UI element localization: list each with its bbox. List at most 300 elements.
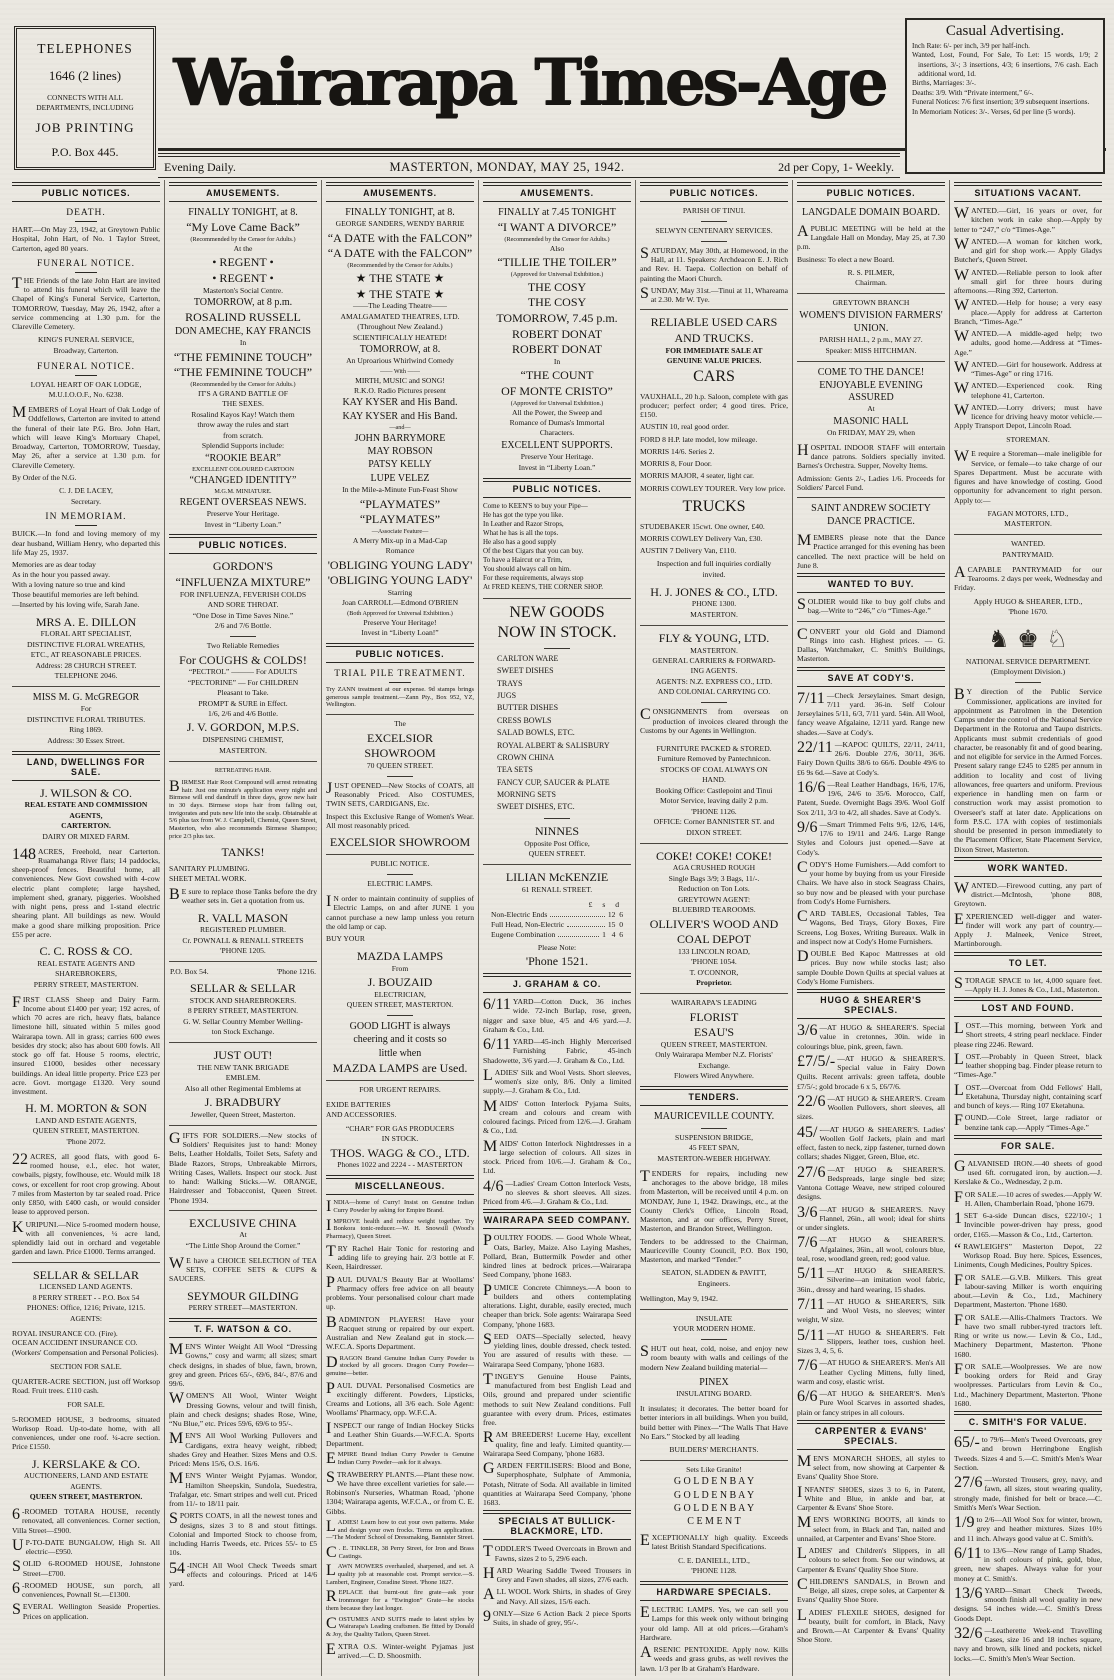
casual-ad-rate: Births, Marriages: 3/-. xyxy=(912,79,976,88)
price-value: 1 4 6 xyxy=(602,929,623,939)
ad-line: INSULATE xyxy=(695,1313,733,1323)
ad-line: KING'S FUNERAL SERVICE, xyxy=(37,335,135,345)
ad-line: GENERAL CARRIERS & FORWARD- xyxy=(652,655,776,665)
dateline xyxy=(158,153,900,178)
paragraph: Tenders to be addressed to the Chairman, Mauriceville County Council, P.O. Box 190, Masterton, and marked “Tender.” xyxy=(640,1236,788,1265)
ad-line: KAY KYSER and His Band. xyxy=(342,410,458,422)
birmese-hair-ad: BIRMESE Hair Root Compound will arrest retreating hair. Just one minute's application every night and Birmese will end dandruff in three days, grow new hair in 30 days. Birmese stops hair from falling out, invigorates and puts new life into the scalp. Obtainable at 5/6 plus tax from W. J. Campbell, Chemist, Queen Street, Masterton, who also recommends Birmese Shampoo; price 2/3 plus tax. xyxy=(169,777,317,840)
ad-line: —— With —— xyxy=(380,367,420,375)
mcgregor-florist-ad xyxy=(13,692,159,746)
golden-bay-cement-ad xyxy=(641,1466,787,1528)
drop-cap: C xyxy=(797,858,808,876)
text-line: Those beautiful memories are left behind. xyxy=(12,589,139,599)
royal-coat-of-arms-icon: ♞ ♚ ♘ xyxy=(988,624,1068,653)
paragraph: FOUND.—Cole Street, large radiator or benzine tank cap.—Apply “Times-Age.” xyxy=(954,1112,1102,1132)
ad-line: H. M. MORTON & SON xyxy=(25,1101,147,1116)
ad-line: INSULATING BOARD. xyxy=(676,1389,752,1399)
section-lost-found: LOST AND FOUND. xyxy=(954,997,1102,1017)
ad-line: (Both Approved for Universal Exhibition.) xyxy=(347,609,453,617)
ad-line: LUPE VELEZ xyxy=(370,472,430,484)
text-line: JUGS xyxy=(497,690,517,700)
ad-line: Jeweller, Queen Street, Masterton. xyxy=(190,1109,296,1119)
columns xyxy=(8,180,1106,1676)
ad-line: Splendid Supports include: xyxy=(201,441,285,451)
text-lines xyxy=(169,864,317,884)
ad-line: THE COSY xyxy=(527,279,587,294)
mauriceville-tender xyxy=(641,1111,787,1123)
ad-line: WOMEN'S DIVISION FARMERS' xyxy=(799,309,943,321)
drop-cap: A xyxy=(954,563,966,581)
ad-block xyxy=(955,510,1101,529)
paragraph: MAIDS' Cotton Interlock Nightdresses in a large selection of colours. All sizes in stock. Priced from 10/6.—J. Graham & Co., Ltd. xyxy=(483,1137,631,1176)
ad-line: J. V. GORDON, M.P.S. xyxy=(186,720,300,735)
ad-line: PERRY STREET—MASTERTON. xyxy=(188,1303,298,1313)
drop-cap: W xyxy=(954,266,970,284)
ad-line: OF MONTE CRISTO” xyxy=(501,384,613,399)
ad-line: (Recommended by the Censor for Adults.) xyxy=(504,235,610,243)
ad-line: FINALLY TONIGHT, at 8. xyxy=(345,207,455,218)
short-rule xyxy=(701,221,727,222)
drop-cap: T xyxy=(12,274,22,292)
price-row xyxy=(491,910,623,919)
ad-line: FOR URGENT REPAIRS. xyxy=(359,1085,441,1095)
text-line: In Leather and Razor Strops, xyxy=(483,519,564,528)
drop-cap: W xyxy=(954,380,970,398)
drop-cap: 3/6 xyxy=(797,1203,818,1221)
paragraph: 7/6 —AT HUGO & SHEARER'S. Afgalaines, 36in., all wool, colours blue, teal, rose, woodland green, red; good value. xyxy=(797,1234,945,1263)
ad-line: CARS xyxy=(693,367,735,385)
short-rule xyxy=(387,874,413,875)
ad-line: Speaker: MISS HITCHMAN. xyxy=(825,345,917,355)
section-c-smiths: C. SMITH'S FOR VALUE. xyxy=(954,1411,1102,1431)
drop-cap: 65/- xyxy=(954,1434,980,1452)
text-line: TEA SETS xyxy=(497,765,533,775)
ad-block xyxy=(13,487,159,506)
ad-line: FINALLY at 7.45 TONIGHT xyxy=(498,207,616,218)
drop-cap: 3/6 xyxy=(797,1022,818,1040)
ad-block xyxy=(327,860,473,869)
drop-cap: U xyxy=(12,1536,24,1554)
casual-ad-rate: Wanted, Lost, Found, For Sale, To Let: 15 words, 1/9; 2 insertions, 3/-; 3 insertions, 4/3; 6 insertions, 7/6 cash. Each additional word, 1d. xyxy=(912,51,1098,79)
section-graham-co: J. GRAHAM & CO. xyxy=(483,973,631,993)
ad-line: Inspection and full inquiries cordially xyxy=(656,559,772,569)
ad-line: ROBERT DONAT xyxy=(511,326,603,341)
text-line: For these requirements, always stop xyxy=(483,574,584,583)
paragraph: WANTED.—A middle-aged help; two adults, good home.—Address at “Times-Age.” xyxy=(954,328,1102,357)
ad-line: ENJOYABLE EVENING ASSURED xyxy=(819,379,923,403)
paragraph: JUST OPENED—New Stocks of COATS, all Reasonably Priced. Also COSTUMES, TWIN SETS, CARDIGANS, Etc. xyxy=(326,779,474,809)
short-rule xyxy=(701,702,727,703)
paragraph: C . E. TINKLER, 38 Perry Street, for Iron and Brass Castings. xyxy=(326,1544,474,1562)
ad-block xyxy=(798,269,944,288)
paragraph: 5/11 —AT HUGO & SHEARER'S. Felt Slippers, leather toes, cushion heel. Sizes 3, 4, 5, 6. xyxy=(797,1326,945,1356)
ad-line: 45 FEET SPAN, xyxy=(688,1143,739,1153)
rule xyxy=(797,497,945,498)
ad-line: J. WILSON & CO. xyxy=(39,785,133,800)
ad-line: “A DATE with the FALCON” xyxy=(327,230,473,245)
short-rule xyxy=(1015,682,1041,683)
ad-line: PERRY STREET, MASTERTON. xyxy=(33,979,139,989)
ad-line: REAL ESTATE AND COMMISSION xyxy=(24,800,148,810)
ad-line: “I WANT A DIVORCE” xyxy=(497,220,617,235)
section-miscellaneous: MISCELLANEOUS. xyxy=(326,1175,474,1195)
ad-line: EXCLUSIVE CHINA xyxy=(189,1215,297,1230)
ad-line: YOUR MODERN HOME. xyxy=(672,1324,756,1334)
text-line: At FRED KEEN'S, THE CORNER SHOP. xyxy=(483,583,603,592)
rule xyxy=(326,1080,474,1081)
paragraph: FOR SALE.—G.V.B. Milkers. This great labour-saving Milker is worth enquiring about.—Levin & Co., Ltd., Machinery Department, Masterton. 'Phone 1680. xyxy=(954,1271,1102,1310)
drop-cap: 6/6 xyxy=(797,1388,818,1406)
text-lines xyxy=(483,653,631,814)
ad-line: 133 LINCOLN ROAD, xyxy=(678,946,750,956)
paragraph: 3/6 —AT HUGO & SHEARER'S. Navy Flannel, 26in., all wool; ideal for shirts or under singlets. xyxy=(797,1203,945,1233)
ad-line: 8 PERRY STREET - - P.O. Box 54 xyxy=(32,1292,140,1302)
ad-line: MAZDA LAMPS are Used. xyxy=(332,1061,468,1075)
dateline-date: MASTERTON, MONDAY, MAY 25, 1942. xyxy=(389,160,625,174)
ad-line: (Recommended by the Censor for Adults.) xyxy=(347,262,453,270)
column-4 xyxy=(478,180,635,1676)
ad-line: 'OBLIGING YOUNG LADY' xyxy=(327,573,473,588)
ad-line: All the Power, the Sweep and xyxy=(512,407,602,417)
fagan-storeman-ad: W E require a Storeman—male ineligible for Service, or female—to take charge of our Spares Department. Must be accurate with figures and have knowledge of costing. Good opportunity for advancement to right person. Apply to:— xyxy=(954,448,1102,505)
paragraph: AUSTIN 7 Delivery Van, £110. xyxy=(640,546,737,556)
text-line: Memories are as dear today xyxy=(12,560,96,570)
text-line: OCEAN ACCIDENT INSURANCE CO. (Workers' Compensation and Personal Policies). xyxy=(12,1338,159,1358)
paragraph: FOR SALE.—Woolpresses. We are now booking orders for Reid and Gray woolpresses. Particulars from Levin & Co., Ltd., Machinery Department, Masterton. 'Phone 1680. xyxy=(954,1360,1102,1408)
ad-line: STOCKS OF COAL ALWAYS ON xyxy=(660,764,768,774)
paragraph: MEMBERS please note that the Dance Practice arranged for this evening has been cancelled. The next practice will be held on June 8. xyxy=(797,532,945,570)
ad-line: EXCELLENT SUPPORTS. xyxy=(501,439,613,451)
rule xyxy=(169,1125,317,1126)
paragraph: DOUBLE Bed Kapoc Mattresses at old prices. Buy now while stocks last; also sample Double Down Quilts at special values at Cody's Home Furnishers. xyxy=(797,948,945,986)
notice-heading: FUNERAL NOTICE. xyxy=(12,259,160,273)
ad-line: COME TO THE DANCE! xyxy=(817,366,925,378)
drop-cap: I xyxy=(326,893,332,911)
ad-line: (Employment Division.) xyxy=(990,667,1066,677)
dallas-watchmaker-ad: CONVERT your old Gold and Diamond Rings into cash. Highest prices. — G. Dallas, Watchmaker, C. Smith's Buildings, Masterton. xyxy=(797,625,945,664)
ad-line: PARISH OF TINUI. xyxy=(682,206,746,215)
ad-line: FOR INFLUENZA, FEVERISH COLDS xyxy=(179,589,307,599)
paragraph: WANTED.—Girl, 16 years or over, for kitchen work in cake shop.—Apply by letter to “247,” c/o “Times-Age.” xyxy=(954,205,1102,234)
price-label: Non-Electric Ends xyxy=(491,909,548,919)
ad-line: “A DATE with the FALCON” xyxy=(327,246,473,261)
paragraph: FIRST CLASS Sheep and Dairy Farm. Income about £1400 per year; 192 acres, of which 70 acres are rich, heavy flats, balance limestone hill, situated within 5 miles good Wairarapa town. All in grass; carries 600 ewes besides dry stock; also has about 600 fowls. All stock go off fat. House 5 rooms, electric, insured £1000, besides other necessary buildings. An ideal little property. Price £23 per acre. Govt. mortgage £1320. Very sound investment. xyxy=(12,993,160,1097)
ad-line: EMBLEM. xyxy=(225,1073,261,1083)
ad-line: From xyxy=(391,963,409,973)
column-1 xyxy=(8,180,164,1676)
ad-line: C. J. DE LACEY, xyxy=(59,486,113,496)
drop-cap: C xyxy=(797,908,808,926)
funeral-notice-lodge: MEMBERS of Loyal Heart of Oak Lodge of Oddfellows, Carterton are invited to attend the funeral of their late P.G. Bro. John Hart, which will leave King's Mortuary Chapel, Broadway, Carterton, TOMORROW, Tuesday, May 26, after a service at 1.30 p.m. for Clareville Cemetery. xyxy=(12,404,160,470)
ad-line: IN STOCK. xyxy=(381,1134,419,1144)
rule xyxy=(797,361,945,362)
paragraph: A PUBLIC MEETING will be held at the Langdale Hall on Monday, May 25, at 7.30 p.m. xyxy=(797,222,945,252)
drop-cap: I xyxy=(797,1483,803,1501)
ad-line: DON AMECHE, KAY FRANCIS xyxy=(175,325,311,337)
paragraph: Inspect this Exclusive Range of Women's Wear. All most reasonably priced. xyxy=(326,811,474,830)
ad-line: DIXON STREET. xyxy=(686,827,742,837)
paragraph: 6/11 to 13/6—New range of Lamp Shades, in soft colours of pink, gold, blue, green, new shapes. Always value for your money at C. Smith's. xyxy=(954,1544,1102,1583)
ad-line: “The Little Shop Around the Corner.” xyxy=(185,1240,301,1250)
ad-line: ton Stock Exchange. xyxy=(211,1027,275,1037)
drop-cap: 7/11 xyxy=(797,689,825,707)
paragraph: 1 SET 6-a-side Duncan discs, £22/10/-; 1 Invincible power-driven hay press, good order, £165.—Masson & Co., Ltd., Carterton. xyxy=(954,1210,1102,1239)
drop-cap: J xyxy=(326,779,333,797)
ad-line: FLY & YOUNG, LTD. xyxy=(658,630,770,645)
drop-cap: 22/11 xyxy=(797,738,833,756)
ad-line: “THE FEMININE TOUCH” xyxy=(173,349,313,364)
short-rule xyxy=(544,648,570,649)
paragraph: ARSENIC PENTOXIDE. Apply now. Kills weeds and grass grubs, as well revives the lawn. 1/3 per lb at Graham's Hardware. xyxy=(640,1644,788,1673)
ad-line: from scratch. xyxy=(222,430,264,440)
ad-line: QUEEN STREET. xyxy=(528,848,586,858)
drop-cap: S xyxy=(640,284,649,302)
drop-cap: £7/5/- xyxy=(797,1052,836,1070)
section-bullick-blackmore: SPECIALS AT BULLICK-BLACKMORE, LTD. xyxy=(483,1510,631,1540)
ad-line: WANTED. xyxy=(1011,539,1045,549)
paragraph: Admission: Gents 2/-, Ladies 1/6. Proceeds for Soldiers' Parcel Fund. xyxy=(797,473,945,492)
ad-line: ELECTRICIAN, xyxy=(374,989,426,999)
exclusive-china-ad xyxy=(170,1216,316,1251)
wilson-co-ad xyxy=(13,786,159,842)
paragraph: 7/11 —AT HUGO & SHEARER'S, Silk and Wool Vests, no sleeves; winter weight, W size. xyxy=(797,1295,945,1325)
ad-line: MASTERTON. xyxy=(690,609,738,619)
paragraph: 65/- to 79/6—Men's Tweed Overcoats, grey and brown Herringbone English Tweeds. Sizes 4 and 5.—C. Smith's Men's Wear Section. xyxy=(954,1434,1102,1472)
ad-line: ★ THE STATE ★ xyxy=(355,270,445,285)
ad-line: SCIENTIFICALLY HEATED! xyxy=(352,332,448,342)
ad-line: ★ THE STATE ★ xyxy=(355,286,445,301)
ad-line: At the xyxy=(233,243,253,253)
ad-line: CARTERTON. xyxy=(61,821,111,831)
ad-line: 61 RENALL STREET. xyxy=(521,884,593,894)
paragraph: SPORTS COATS, in all the newest tones and designs, sizes 3 to 8 and stout fittings. Colonial and Imported Stock to choose from, including Harris Tweeds, etc. Prices 55/- to £5 10s. xyxy=(169,1510,317,1558)
job-printing-label: JOB PRINTING xyxy=(35,120,135,136)
drop-cap: L xyxy=(797,1545,807,1563)
ad-line: PHONES: Office, 1216; Private, 1215. xyxy=(26,1303,146,1313)
ad-block xyxy=(641,745,787,838)
mazda-bouzaid-ad xyxy=(327,949,473,1010)
notice-heading: IN MEMORIAM. xyxy=(12,512,160,526)
drop-cap: K xyxy=(12,1218,24,1236)
ad-line: SELLAR & SELLAR xyxy=(32,1267,139,1282)
paragraph: CHILDREN'S SANDALS, in Brown and Beige, all sizes, crepe soles, at Carpenter & Evans' Quality Shoe Store. xyxy=(797,1575,945,1605)
drop-cap: F xyxy=(954,1360,963,1378)
paragraph: 6 -ROOMED TOTARA HOUSE, recently renovated, all conveniences. Corner section, Villa Street—£900. xyxy=(12,1506,160,1535)
ad-line: MAURICEVILLE COUNTY. xyxy=(653,1111,775,1123)
ad-line: Preserve Your Heritage. xyxy=(520,452,594,462)
paragraph: COSTUMES AND SUITS made to latest styles by Wairarapa's Leading craftsmen. Be fitted by Donald & Joy, the Quality Tailors, Queen Street. xyxy=(326,1614,474,1638)
ad-line: BUILDERS' MERCHANTS. xyxy=(669,1445,759,1455)
drop-cap: S xyxy=(797,596,806,614)
paragraph: FORD 8 H.P. late model, low mileage. xyxy=(640,434,758,444)
drop-cap: 6/11 xyxy=(954,1544,982,1562)
ad-line: TELEPHONE 2046. xyxy=(54,670,118,680)
rule xyxy=(640,843,788,844)
state-theatre-ad xyxy=(327,207,473,638)
ad-line: SEATON, SLADDEN & PAVITT, xyxy=(661,1268,767,1278)
paragraph: POULTRY FOODS. — Good Whole Wheat, Oats, Barley, Maize. Also Laying Mashes, Pollard, Bran, Buttermilk Powder and other kindred lines at bedrock prices.—Wairarapa Seed Company, 'phone 1683. xyxy=(483,1232,631,1280)
drop-cap: W xyxy=(169,1390,185,1408)
column-2 xyxy=(164,180,321,1676)
ad-line: “PLAYMATES” xyxy=(359,512,441,527)
paragraph: 5/11 —AT HUGO & SHEARER'S. Silverine—an imitation wool fabric, 36in., dressy and hard wearing, 15 shades. xyxy=(797,1265,945,1294)
thos-wagg-ad xyxy=(327,1086,473,1095)
ad-line: GORDON'S xyxy=(212,559,274,574)
ad-line: NATIONAL SERVICE DEPARTMENT. xyxy=(965,656,1091,666)
telephones-connects-text: CONNECTS WITH ALL DEPARTMENTS, INCLUDING xyxy=(36,93,134,112)
section-public-notices-3: PUBLIC NOTICES. xyxy=(326,643,474,663)
text-lines xyxy=(326,934,474,944)
paragraph: 22 ACRES, all good flats, with good 6-roomed house, e.l., elec. hot water, cowbails, pigsty, fowlhouse, etc. Would milk 18 cows, or excellent for root crop growing. About 7 miles from Masterton by tar sealed road. Price only £850, with £400 cash, or would consider lease to approved person. xyxy=(12,1150,160,1217)
paragraph: 4/6 —Ladies' Cream Cotton Interlock Vests, no sleeves & short sleeves. All sizes. Priced from 4/6.—J. Graham & Co., Ltd. xyxy=(483,1177,631,1207)
ad-line: SHOWROOM xyxy=(364,746,436,761)
ad-line: 'Phone 1521. xyxy=(525,954,589,968)
drop-cap: M xyxy=(12,404,27,422)
ad-line: SELLAR & SELLAR xyxy=(189,981,296,996)
paragraph: 13/6 YARD—Smart Check Tweeds, smooth finish all wool quality in new designs. 54 inches wide.—C. Smith's Dress Goods Dept. xyxy=(954,1584,1102,1623)
paragraph: 7/11 —Check Jerseylaines. Smart design, 7/11 yard. 36-in. Self Colour Jerseylaines 5/11, 6/3, 7/11 yard. 54in. All Wool, fancy weave Afgalaine, 12/11 yard. Range new shades.—Save at Cody's. xyxy=(797,689,946,737)
price-table xyxy=(491,900,623,939)
paragraph: WANTED.—Girl for housework. Address at “Times-Age” or ring 1716. xyxy=(954,358,1102,378)
ad-line: Invest in “Liberty Loan!” xyxy=(361,628,439,638)
ad-line: invited. xyxy=(702,569,726,579)
drop-cap: 5/11 xyxy=(797,1265,825,1283)
text-line: BUY YOUR xyxy=(326,934,365,944)
paragraph: PAUL DUVAL'S Beauty Bar at Woollams' Pharmacy offers free advice on all beauty problems. Your personalised colour chart made up. xyxy=(326,1273,474,1312)
ad-line: “TILLIE THE TOILER” xyxy=(497,255,617,270)
section-land-dwellings: LAND, DWELLINGS FOR SALE. xyxy=(12,751,160,781)
paragraph: INFANTS' SHOES, sizes 3 to 6, in Patent, White and Blue, in ankle and bar, at Carpenter & Evans' Shoe Store. xyxy=(797,1483,945,1513)
ad-line: Only Wairarapa Member N.Z. Florists' xyxy=(655,1050,773,1060)
paragraph: MEN'S Winter Weight All Wool “Dressing Gowns,” cosy and warm; all sizes; smart check designs, in shades of blue, fawn, brown, grey and green. Prices 65/-, 69/6, 84/-, 87/6 and 99/6. xyxy=(169,1341,317,1389)
paragraph: 22/11 —KAPOC QUILTS, 22/11, 24/11, 26/6. Double 27/6, 30/11, 36/6. Fairy Down Quilts 38/6 to 66/6. Double 49/6 to £6 9s 6d.—Save at Cody's. xyxy=(797,738,945,777)
ad-line: LANGDALE DOMAIN BOARD. xyxy=(801,207,941,218)
ad-line: J. BRADBURY xyxy=(204,1095,282,1110)
text-line: With a loving nature so true and kind xyxy=(12,579,125,589)
saint-andrew-notice xyxy=(798,503,944,528)
paragraph: REPLACE that burnt-out fire grate—ask your ironmonger for a “Ewington” Grate—he stocks them because they last longer. xyxy=(326,1588,474,1612)
masonic-dance-ad xyxy=(798,367,944,438)
ad-line: THE SEXES. xyxy=(222,399,264,409)
ad-line: In the Mile-a-Minute Fun-Feast Show xyxy=(342,485,458,495)
pantrymaid-ad: A CAPABLE PANTRYMAID for our Tearooms. 2 days per week, Wednesday and Friday. xyxy=(954,563,1102,593)
ad-line: PARISH HALL, 2 p.m., MAY 27. xyxy=(819,335,923,345)
ad-block xyxy=(327,880,473,889)
ad-line: GOOD LIGHT is always xyxy=(349,1021,451,1033)
paragraph: STRAWBERRY PLANTS.—Plant these now. We have three excellent varieties for sale.—Robinson's Nurseries, Whatman Road, 'phone 1304; Wairarapa agents, W.F.C.A., or from C. E. Gibbs. xyxy=(326,1468,474,1516)
drop-cap: G xyxy=(954,1157,966,1175)
ad-line: H. J. JONES & CO., LTD. xyxy=(650,584,778,599)
paragraph: SOLID 6-ROOMED HOUSE, Johnstone Street—£700. xyxy=(12,1558,160,1578)
dillon-florist-ad xyxy=(13,615,159,681)
ad-line: DISTINCTIVE FLORAL TRIBUTES. xyxy=(26,714,146,724)
ad-line: PUBLIC NOTICE. xyxy=(370,859,430,869)
ad-line: AND TRUCKS. xyxy=(674,331,754,346)
ad-line: REGENT OVERSEAS NEWS. xyxy=(179,496,307,508)
ad-line: C. E. DANIELL, LTD., xyxy=(678,1555,750,1565)
ad-line: C E M E N T xyxy=(687,1516,741,1528)
text-line: He also has a good supply xyxy=(483,537,557,546)
drop-cap: 1 xyxy=(954,1210,962,1228)
ad-line: OLLIVER'S WOOD AND xyxy=(649,916,779,931)
casual-ad-rate: In Memoriam Notices: 3/-. Verses, 6d per line (5 words). xyxy=(912,107,1076,116)
text-line: BUTTER DISHES xyxy=(497,703,559,713)
drop-cap: 22 xyxy=(12,1150,28,1168)
ad-line: G O L D E N B A Y xyxy=(673,1489,755,1501)
drop-cap: C xyxy=(326,1614,337,1632)
paragraph: W E have a CHOICE SELECTION of TEA SETS, COFFEE SETS & CUPS & SAUCERS. xyxy=(169,1254,317,1284)
section-hugo-shearers: HUGO & SHEARER'S SPECIALS. xyxy=(797,989,945,1019)
sellar-stockbrokers-ad xyxy=(170,981,316,1037)
paragraph: MORRIS COWLEY Delivery Van, £30. xyxy=(640,533,763,543)
column-3 xyxy=(321,180,478,1676)
funeral-notice-hart: THE Friends of the late John Hart are invited to attend his funeral which will leave the Chapel of King's Funeral Service, Carterton, TOMORROW, Tuesday, May 26, 1942, after a service commencing at 1.30 p.m. for the Clareville Cemetery. xyxy=(12,274,160,331)
drop-cap: 6 xyxy=(12,1506,20,1524)
short-rule xyxy=(701,739,727,740)
rule xyxy=(169,961,317,962)
electric-lamps-notice: I N order to maintain continuity of supplies of Electric Lamps, on and after JUNE 1 you cannot purchase a new lamp unless you return the old lamp or cap. xyxy=(326,893,474,931)
drop-cap: S xyxy=(169,1510,178,1528)
ad-line: (Approved for Universal Exhibition.) xyxy=(510,399,604,407)
ad-line: THOS. WAGG & CO., LTD. xyxy=(330,1145,470,1160)
paragraph: MORRIS 8, Four Door. xyxy=(640,459,712,468)
paragraph: 3/6 —AT HUGO & SHEARER'S. Special value in cretonnes, 30in. wide in colourings blue, pink, green, fawn. xyxy=(797,1022,945,1051)
section-amusements-regent: AMUSEMENTS. xyxy=(169,182,317,202)
short-rule xyxy=(701,1128,727,1129)
drop-cap: S xyxy=(954,974,963,992)
paragraph: LADIES' FLEXILE SHOES, designed for beauty, built for comfort, in Black, Navy and Brown.—At Carpenter & Evans' Quality Shoe Store. xyxy=(797,1606,945,1645)
ad-line: QUEEN STREET, MASTERTON. xyxy=(346,1000,454,1010)
ad-line: ING AGENTS. xyxy=(690,666,738,676)
ad-line: 'OBLIGING YOUNG LADY' xyxy=(327,557,473,572)
text-lines xyxy=(326,1100,474,1120)
ad-line: DANCE PRACTICE. xyxy=(827,516,915,528)
drop-cap: “ xyxy=(954,1240,962,1258)
paragraph: SUNDAY, May 31st.—Tinui at 11, Whareama at 2.30. Mr W. Tye. xyxy=(640,284,788,305)
drop-cap: W xyxy=(954,235,970,253)
ad-line: THE NEW TANK BRIGADE xyxy=(197,1062,289,1072)
drop-cap: A xyxy=(640,1644,652,1662)
paragraph: WANTED.—A woman for kitchen work, and girl for shop work.— Apply Gladys Butcher's, Queen Street. xyxy=(954,235,1102,265)
paragraph: 148 ACRES, Freehold, near Carterton. Ruamahanga River flats; 14 paddocks, sheep-proof fences. Beautiful home, all conveniences. New Govt cowshed with 4-cow electric plant complete; large hayshed, implement shed, granary, piggeries. Woolshed with night pens, press and 1-stand electric shearing plant. All buildings as new. Would make a good share milking proposition. Price £55 per acre. xyxy=(12,845,160,939)
drop-cap: L xyxy=(326,1562,336,1580)
ad-block xyxy=(327,1021,473,1075)
paragraph: STORAGE SPACE to let, 4,000 square feet.—Apply H. J. Jones & Co., Ltd., Masterton. xyxy=(954,974,1102,994)
paragraph: FOR SALE.—Allis-Chalmers Tractors. We have two small rubber-tyred tractors left. Ring or write us now.— Levin & Co., Ltd., Machinery Department, Masterton. 'Phone 1680. xyxy=(954,1311,1102,1359)
ad-line: ROBERT DONAT xyxy=(511,342,603,357)
paragraph: MAIDS' Cotton Interlock Pyjama Suits, cream and colours and cream with coloured facings. Priced from 12/6.—J. Graham & Co., Ltd. xyxy=(483,1097,631,1136)
drop-cap: R xyxy=(326,1588,337,1606)
paragraph: “ RAWLEIGH'S” Masterton Depot, 22 Worksop Road. Buy here. Spices, Essences, Liniments, Cough Medicines, Poultry Spices. xyxy=(954,1240,1102,1270)
drop-cap: D xyxy=(326,1353,338,1371)
drop-cap: F xyxy=(954,1271,963,1289)
paragraph: LAWN MOWERS overhauled, sharpened, and set. A quality job at reasonable cost. Prompt service.—S. Lambert, Engineer, Coradine Street. 'Phone 1827. xyxy=(326,1562,474,1586)
ad-line: Also xyxy=(549,243,565,253)
text-line: To have a Haircut or a Trim, xyxy=(483,556,563,565)
ad-line: MASTERTON-WEBER HIGHWAY. xyxy=(657,1153,771,1163)
ad-line: 2/6 and 7/6 Bottle. xyxy=(214,621,272,631)
ad-line: FURNITURE PACKED & STORED. xyxy=(656,744,772,754)
ad-line: G O L D E N B A Y xyxy=(673,1476,755,1488)
ad-line: Single Bags 3/9; 3 Bags, 11/-. xyxy=(668,873,760,883)
drop-cap: H xyxy=(797,441,809,459)
drop-cap: T xyxy=(326,1242,336,1260)
paragraph: LADIES' Silk and Wool Vests. Short sleeves, women's size only, 8/6. Only a limited supply.—J. Graham & Co., Ltd. xyxy=(483,1066,631,1096)
ad-line: 8 PERRY STREET, MASTERTON. xyxy=(187,1006,299,1016)
ad-line: Booking Office: Castlepoint and Tinui xyxy=(655,785,773,795)
column-6 xyxy=(792,180,949,1676)
drop-cap: I xyxy=(326,1216,332,1234)
